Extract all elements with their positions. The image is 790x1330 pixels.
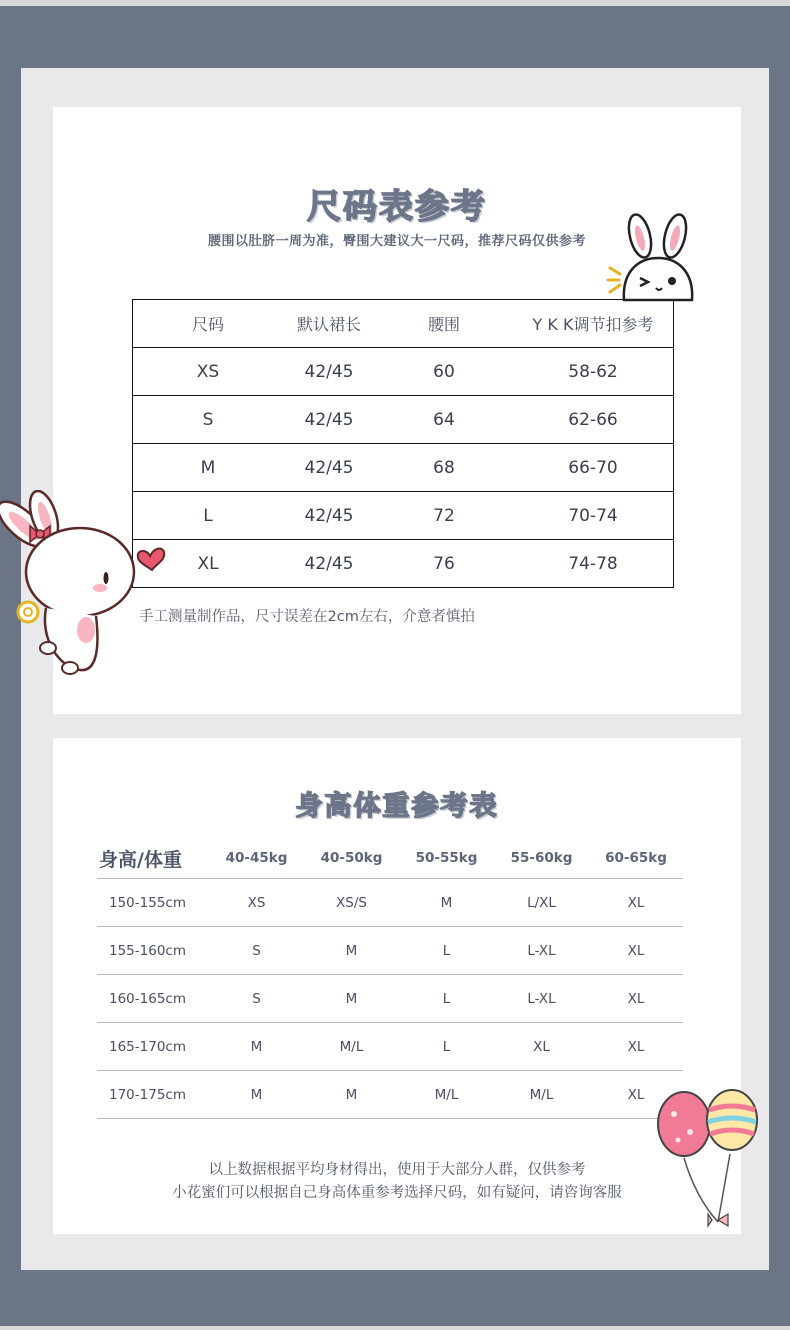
- hw-size-cell: XL: [589, 1071, 683, 1119]
- hw-size-cell: XL: [494, 1023, 589, 1071]
- bottom-strip: [0, 1326, 790, 1330]
- table-row: [97, 927, 683, 975]
- size-chart-subtitle: 腰围以肚脐一周为准，臀围大建议大一尺码，推荐尺码仅供参考: [207, 234, 586, 249]
- hw-size-cell: XL: [589, 975, 683, 1023]
- size-cell: XL: [133, 540, 284, 588]
- balloons-icon: [656, 1088, 760, 1240]
- weight-header: 40-45kg: [209, 838, 304, 879]
- height-cell: 165-170cm: [97, 1023, 209, 1071]
- hw-size-cell: M: [304, 975, 399, 1023]
- ykk-cell: 58-62: [513, 348, 674, 396]
- hw-size-cell: L-XL: [494, 975, 589, 1023]
- length-cell: 42/45: [283, 492, 375, 540]
- height-weight-card: [53, 738, 741, 1234]
- size-header-cell: Y K K调节扣参考: [513, 300, 674, 348]
- waist-cell: 76: [375, 540, 513, 588]
- hw-size-cell: XL: [589, 879, 683, 927]
- hw-size-cell: M/L: [494, 1071, 589, 1119]
- height-cell: 160-165cm: [97, 975, 209, 1023]
- length-cell: 42/45: [283, 348, 375, 396]
- hw-size-cell: L: [399, 927, 494, 975]
- weight-header: 60-65kg: [589, 838, 683, 879]
- size-chart-title: 尺码表参考: [307, 187, 487, 227]
- hw-size-cell: M: [304, 927, 399, 975]
- height-cell: 155-160cm: [97, 927, 209, 975]
- weight-header: 55-60kg: [494, 838, 589, 879]
- ykk-cell: 74-78: [513, 540, 674, 588]
- hw-size-cell: M/L: [399, 1071, 494, 1119]
- height-cell: 150-155cm: [97, 879, 209, 927]
- waist-cell: 60: [375, 348, 513, 396]
- hw-size-cell: L-XL: [494, 927, 589, 975]
- hw-size-cell: XS: [209, 879, 304, 927]
- size-header-cell: 默认裙长: [283, 300, 375, 348]
- table-row: [133, 540, 674, 588]
- size-cell: XS: [133, 348, 284, 396]
- size-table-header-row: [133, 300, 674, 348]
- hw-size-cell: M: [399, 879, 494, 927]
- hw-size-cell: L: [399, 1023, 494, 1071]
- height-weight-table: [97, 838, 683, 1119]
- hw-size-cell: S: [209, 927, 304, 975]
- ykk-cell: 66-70: [513, 444, 674, 492]
- size-cell: L: [133, 492, 284, 540]
- hw-note-line1: 以上数据根据平均身材得出，使用于大部分人群，仅供参考: [208, 1162, 586, 1178]
- table-row: [97, 1023, 683, 1071]
- size-chart-note: 手工测量制作品，尺寸误差在2cm左右，介意者慎拍: [139, 609, 475, 625]
- size-header-cell: 尺码: [133, 300, 284, 348]
- hw-size-cell: S: [209, 975, 304, 1023]
- hw-size-cell: L/XL: [494, 879, 589, 927]
- hw-size-cell: XL: [589, 927, 683, 975]
- height-cell: 170-175cm: [97, 1071, 209, 1119]
- weight-header: 50-55kg: [399, 838, 494, 879]
- table-row: [97, 975, 683, 1023]
- hw-size-cell: M: [209, 1023, 304, 1071]
- table-row: [133, 492, 674, 540]
- ykk-cell: 70-74: [513, 492, 674, 540]
- hw-corner-label: 身高/体重: [97, 838, 209, 879]
- waist-cell: 72: [375, 492, 513, 540]
- table-row: [97, 879, 683, 927]
- height-weight-title: 身高体重参考表: [295, 791, 499, 822]
- hw-size-cell: L: [399, 975, 494, 1023]
- size-header-cell: 腰围: [375, 300, 513, 348]
- ykk-cell: 62-66: [513, 396, 674, 444]
- top-strip: [0, 0, 790, 6]
- hw-size-cell: M: [304, 1071, 399, 1119]
- table-row: [133, 348, 674, 396]
- length-cell: 42/45: [283, 540, 375, 588]
- length-cell: 42/45: [283, 396, 375, 444]
- hw-size-cell: XL: [589, 1023, 683, 1071]
- size-cell: S: [133, 396, 284, 444]
- hw-size-cell: XS/S: [304, 879, 399, 927]
- hw-size-cell: M/L: [304, 1023, 399, 1071]
- table-row: [133, 396, 674, 444]
- size-table: [132, 299, 674, 588]
- waist-cell: 68: [375, 444, 513, 492]
- table-row: [97, 1071, 683, 1119]
- bunny-peek-icon: [606, 212, 698, 304]
- hw-header-row: [97, 838, 683, 879]
- bunny-heart-icon: [0, 490, 172, 680]
- table-row: [133, 444, 674, 492]
- hw-note-line2: 小花蜜们可以根据自己身高体重参考选择尺码，如有疑问，请咨询客服: [172, 1185, 622, 1201]
- weight-header: 40-50kg: [304, 838, 399, 879]
- hw-size-cell: M: [209, 1071, 304, 1119]
- size-cell: M: [133, 444, 284, 492]
- length-cell: 42/45: [283, 444, 375, 492]
- waist-cell: 64: [375, 396, 513, 444]
